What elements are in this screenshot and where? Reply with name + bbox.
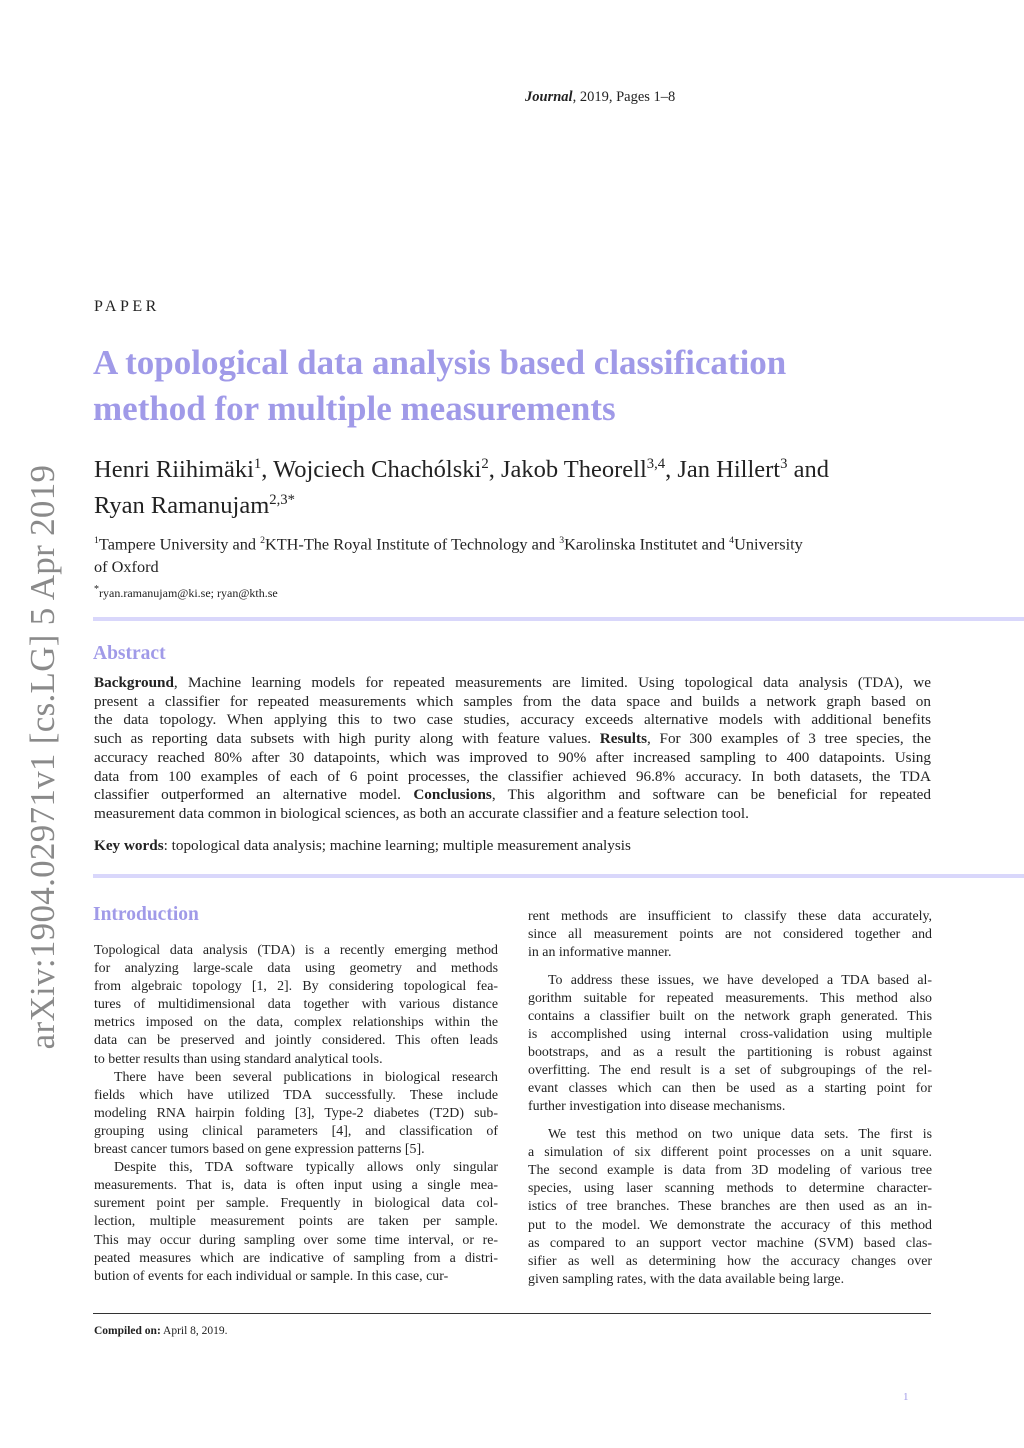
page-number: 1 [903,1391,909,1403]
author-name: , Jakob Theorell [488,456,647,484]
abstract-text: accuracy reached 80% after 30 datapoints, which was improved to 90% after increased sampling to 400 datapoints. Using [94,748,931,766]
text-line: There have been several publications in biological research [114,1069,498,1085]
affiliation-name: Karolinska Institutet and [564,534,730,554]
abstract-body [94,674,931,824]
abstract-line [94,693,931,712]
abstract-line [94,674,931,693]
text-line: modeling RNA hairpin folding [3], Type-2 diabetes (T2D) sub- [94,1105,498,1121]
affiliation-name: University [734,534,803,554]
text-line: evant classes which can then be used as a starting point for [528,1081,932,1097]
affiliation-superscript: 4 [729,535,735,546]
corresponding-email [94,584,278,601]
affiliations-line [94,529,803,555]
abstract-text: the data topology. When applying this to two case studies, accuracy exceeds alternative models with additional benefits [94,711,931,729]
divider [93,617,1024,621]
text-line: since all measurement points are not considered together and [528,927,932,943]
abstract-label: Background [94,674,174,691]
author-superscript: 1 [253,456,262,472]
title-line: A topological data analysis based classification [93,343,787,382]
text-line: overfitting. The end result is a set of subgroupings of the rel- [528,1063,932,1079]
text-line: This may occur during sampling over some time interval, or re- [94,1232,498,1248]
keywords-text: : topological data analysis; machine learning; multiple measurement analysis [163,837,631,854]
paragraph [528,972,932,1117]
abstract-line [94,768,931,787]
text-line: fields which have utilized TDA successfully. These include [94,1087,498,1103]
journal-header [525,89,675,106]
email-text[interactable]: ryan.ramanujam@ki.se; ryan@kth.se [99,586,278,600]
author-name: , Jan Hillert [665,456,781,484]
text-line: for analyzing large-scale data using geometry and methods [94,961,498,977]
abstract-text: present a classifier for repeated measurements which samples from the data space and builds a network graph based on [94,692,931,710]
text-line: from algebraic topology [1, 2]. By considering topological fea- [94,979,498,995]
text-line: We test this method on two unique data sets. The first is [548,1127,932,1143]
text-line: species, using laser scanning methods to determine character- [528,1181,932,1197]
affiliations [94,529,803,578]
text-line: measurements. That is, data is often input using a single mea- [94,1178,498,1194]
text-line: Topological data analysis (TDA) is a recently emerging method [94,943,498,958]
text-line: rent methods are insufficient to classify these data accurately, [528,909,932,924]
paragraph [94,942,498,1069]
author-superscript: 2 [481,456,489,472]
abstract-text: , This algorithm and software can be beneficial for repeated [491,786,931,804]
authors-line [94,485,829,521]
text-line: put to the model. We demonstrate the accuracy of this method [528,1217,932,1233]
asterisk: * [94,584,99,595]
abstract-label: Results [599,730,647,748]
abstract-text: , Machine learning models for repeated measurements are limited. Using topological data analysis (TDA), we [173,674,931,691]
text-line: is accomplished using internal cross-validation using multiple [528,1027,932,1043]
text-line: data can be preserved and jointly considered. This often leads [94,1033,498,1049]
paper-title [93,340,786,432]
text-line: in an informative manner. [528,945,672,961]
text-line: sifier as well as determining how the accuracy changes over [528,1253,932,1269]
author-superscript: 2,3* [269,492,295,509]
paragraph [528,1126,932,1289]
abstract-line [94,730,931,749]
abstract-text: classifier outperformed an alternative model. [94,786,414,804]
author-name: , Wojciech Chachólski [261,456,482,484]
abstract-text: data from 100 examples of each of 6 point processes, the classifier achieved 96.8% accuracy. In both datasets, the TDA [94,767,931,785]
abstract-line [94,749,931,768]
text-line: grouping using clinical parameters [4], and classification of [94,1123,498,1139]
text-line: bution of events for each individual or sample. In this case, cur- [94,1268,449,1284]
title-line: method for multiple measurements [93,389,616,428]
text-line: breast cancer tumors based on gene expression patterns [5]. [94,1142,425,1158]
compiled-on [94,1325,228,1337]
text-line: to better results than using standard analytical tools. [94,1051,383,1067]
text-line: lection, multiple measurement points are taken per sample. [94,1214,498,1230]
keywords-label: Key words [94,837,164,854]
abstract-text: such as reporting data subsets with high purity along with feature values. [94,730,600,748]
affiliation-name: KTH-The Royal Institute of Technology and [264,534,560,554]
paragraph [528,908,932,962]
journal-info: , 2019, Pages 1–8 [572,89,676,105]
abstract-line [94,786,931,805]
author-name: Henri Riihimäki [94,456,254,484]
text-line: as compared to an support vector machine (SVM) based clas- [528,1235,932,1251]
text-line: Despite this, TDA software typically allows only singular [114,1160,498,1176]
text-line: surement point per sample. Frequently in biological data col- [94,1196,498,1212]
abstract-line [94,711,931,730]
journal-name: Journal [525,89,573,105]
text-line: tures of multidimensional data together with various distance [94,997,498,1013]
affiliation-superscript: 3 [559,535,565,546]
text-line: The second example is data from 3D modeling of various tree [528,1163,932,1179]
text-line: given sampling rates, with the data available being large. [528,1271,845,1287]
abstract-text: , For 300 examples of 3 tree species, the [647,730,931,748]
text-line: peated measures which are indicative of sampling from a distri- [94,1250,498,1266]
affiliation-superscript: 2 [260,535,265,546]
abstract-text: measurement data common in biological sciences, as both an accurate classifier and a feature selection tool. [94,804,749,822]
paper-label: PAPER [94,298,160,315]
authors-line [94,449,829,485]
affiliations-line: of Oxford [94,557,159,577]
text-line: istics of tree branches. These branches are then used as an in- [528,1199,932,1215]
right-column [528,908,932,1289]
affiliation-superscript: 1 [94,535,99,546]
authors [94,449,829,521]
footer-rule [93,1313,931,1314]
author-superscript: 3,4 [646,456,666,472]
author-name: Ryan Ramanujam [94,492,270,520]
text-line: To address these issues, we have developed a TDA based al- [548,972,932,988]
affiliation-name: Tampere University and [98,534,261,554]
compiled-label: Compiled on: [94,1325,161,1337]
compiled-date: April 8, 2019. [160,1325,228,1337]
abstract-label: Conclusions [413,786,492,804]
paragraph [94,1069,498,1159]
text-line: bootstraps, and as a result the partitioning is robust against [528,1045,932,1061]
divider [93,874,1024,878]
introduction-heading: Introduction [93,904,199,925]
author-name: and [787,456,829,484]
paragraph [94,1159,498,1286]
keywords [94,837,631,855]
text-line: a simulation of six different point processes on a unit square. [528,1145,932,1161]
text-line: further investigation into disease mechanisms. [528,1099,786,1115]
text-line: contains a classifier built on the network graph generated. This [528,1008,932,1024]
left-column [94,942,498,1286]
arxiv-stamp: arXiv:1904.02971v1 [cs.LG] 5 Apr 2019 [23,464,62,1050]
author-superscript: 3 [780,456,788,472]
text-line: gorithm suitable for repeated measurements. This method also [528,990,932,1006]
abstract-heading: Abstract [93,643,166,664]
text-line: metrics imposed on the data, complex relationships within the [94,1015,498,1031]
abstract-line [94,805,931,824]
